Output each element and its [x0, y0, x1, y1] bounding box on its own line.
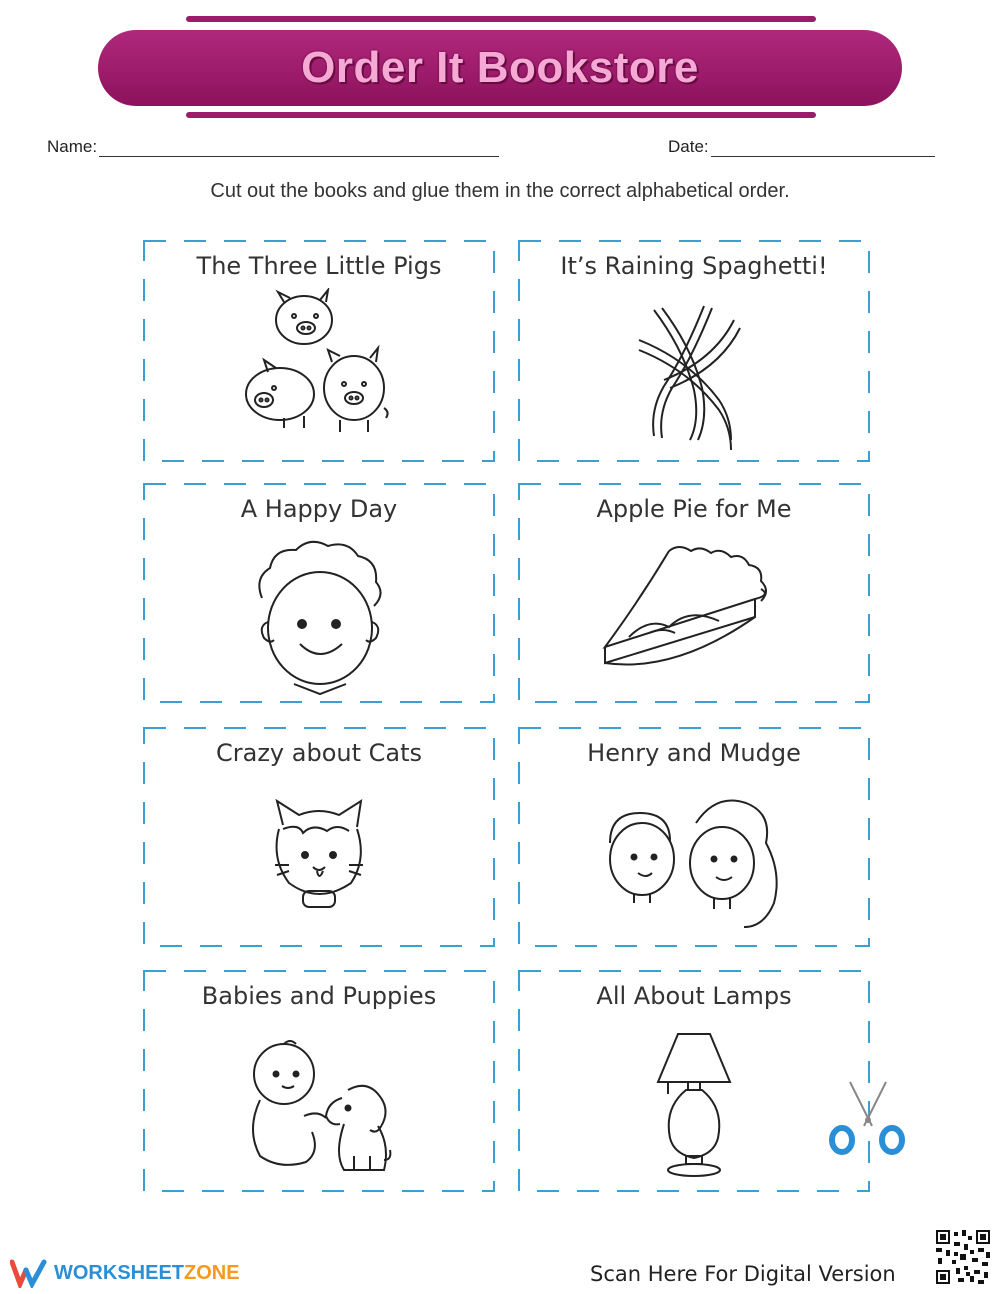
qr-code-icon[interactable]	[934, 1228, 992, 1286]
spaghetti-icon	[634, 300, 754, 450]
book-card-raining-spaghetti[interactable]	[518, 240, 870, 462]
book-card-henry-and-mudge[interactable]	[518, 727, 870, 947]
book-card-apple-pie[interactable]	[518, 483, 870, 703]
lamp-icon	[654, 1032, 734, 1178]
name-line[interactable]	[99, 138, 499, 157]
scan-caption: Scan Here For Digital Version	[590, 1262, 896, 1286]
book-card-three-little-pigs[interactable]	[143, 240, 495, 462]
worksheet-zone-logo[interactable]	[10, 1258, 240, 1288]
date-field	[668, 137, 935, 157]
name-label: Name:	[47, 137, 98, 156]
book-title: The Three Little Pigs	[196, 252, 442, 280]
banner-bottom-line	[186, 112, 816, 118]
logo-w-icon	[10, 1258, 48, 1288]
book-card-happy-day[interactable]	[143, 483, 495, 703]
banner-pill	[98, 30, 902, 106]
book-card-all-about-lamps[interactable]	[518, 970, 870, 1192]
page-title: Order It Bookstore	[301, 43, 699, 92]
date-line[interactable]	[711, 138, 935, 157]
book-title: Henry and Mudge	[587, 739, 801, 767]
baby-puppy-icon	[244, 1040, 394, 1180]
book-card-babies-and-puppies[interactable]	[143, 970, 495, 1192]
instructions: Cut out the books and glue them in the correct alphabetical order.	[210, 180, 790, 202]
logo-word-zone: ZONE	[184, 1261, 240, 1284]
book-title: Apple Pie for Me	[596, 495, 792, 523]
book-title: A Happy Day	[240, 495, 398, 523]
name-field	[47, 137, 499, 157]
date-label: Date:	[668, 137, 709, 156]
banner-top-line	[186, 16, 816, 22]
book-title: Crazy about Cats	[215, 739, 422, 767]
title-banner	[98, 16, 902, 120]
two-kids-icon	[604, 793, 784, 933]
book-title: All About Lamps	[596, 982, 792, 1010]
scissors-icon	[828, 1080, 908, 1156]
book-title: It’s Raining Spaghetti!	[560, 252, 828, 280]
pie-slice-icon	[599, 541, 789, 681]
book-title: Babies and Puppies	[201, 982, 437, 1010]
logo-text	[54, 1262, 240, 1285]
logo-word-worksheet: WORKSHEET	[54, 1261, 184, 1284]
pigs-icon	[244, 288, 394, 443]
book-card-crazy-about-cats[interactable]	[143, 727, 495, 947]
cat-icon	[269, 795, 369, 920]
happy-boy-icon	[244, 538, 394, 698]
